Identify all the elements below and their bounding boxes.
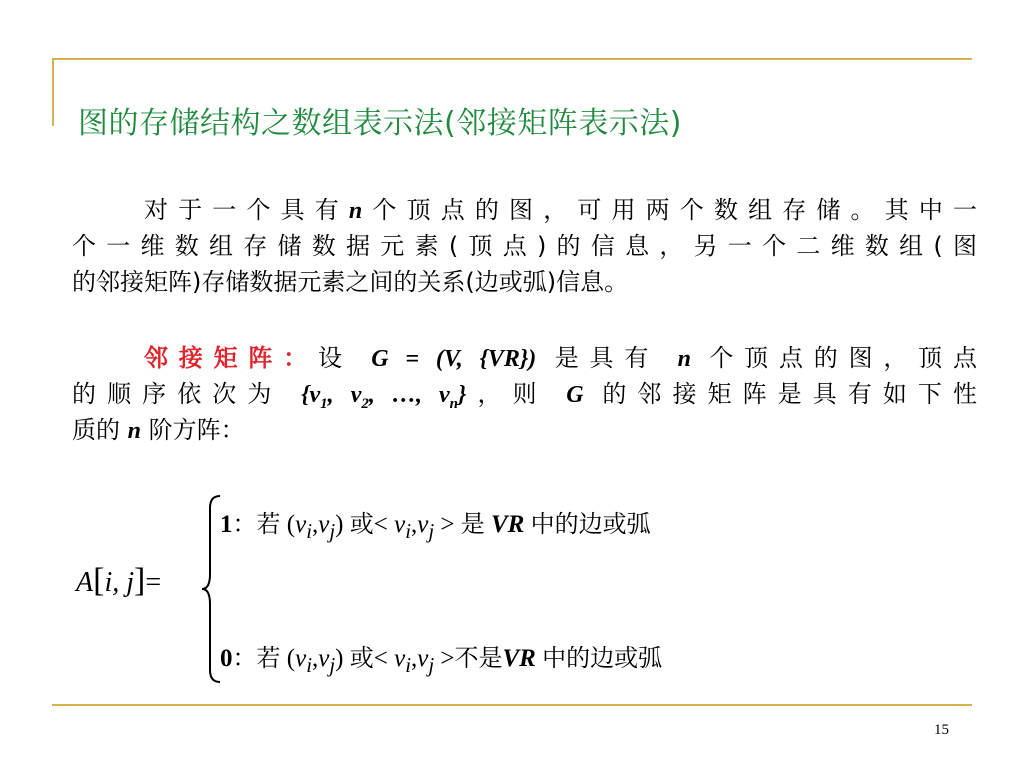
- definition-line-2: 的顺序依次为 {$v_1$, $v_2$, …, $v_n$}，则 G 的邻接矩阵是具有如下性: [72, 380, 978, 412]
- top-rule: [52, 58, 972, 60]
- adjacency-formula: [72, 492, 952, 687]
- term-adjacency-matrix: 邻接矩阵：: [144, 344, 319, 372]
- page-number: 15: [934, 722, 949, 738]
- bottom-rule: [52, 704, 972, 706]
- formula-lhs: A[i, j]=: [76, 562, 162, 599]
- intro-line-2: 个一维数组存储数据元素(顶点)的信息，另一个二维数组(图: [72, 232, 977, 260]
- definition-line-3: 质的 n 阶方阵：: [72, 416, 245, 444]
- paragraph-intro: [72, 192, 977, 300]
- paragraph-definition: [72, 340, 977, 448]
- intro-line-3: 的邻接矩阵)存储数据元素之间的关系(边或弧)信息。: [72, 268, 629, 296]
- left-brace-icon: [200, 494, 222, 684]
- formula-case-no-edge: 0：若 $(v_i,v_j)$ 或< $v_i,v_j$ >不是VR 中的边或弧: [220, 644, 663, 677]
- slide-title: 图的存储结构之数组表示法(邻接矩阵表示法): [78, 106, 682, 141]
- formula-case-edge: 1：若 $(v_i,v_j)$ 或< $v_i,v_j$ > 是 VR 中的边或弧: [220, 510, 651, 543]
- intro-line-1: 对于一个具有n个顶点的图，可用两个数组存储。其中一: [144, 196, 978, 224]
- definition-line-1: 邻接矩阵：设 G = (V, {VR}) 是具有 n 个顶点的图，顶点: [144, 344, 977, 372]
- left-rule: [52, 58, 54, 126]
